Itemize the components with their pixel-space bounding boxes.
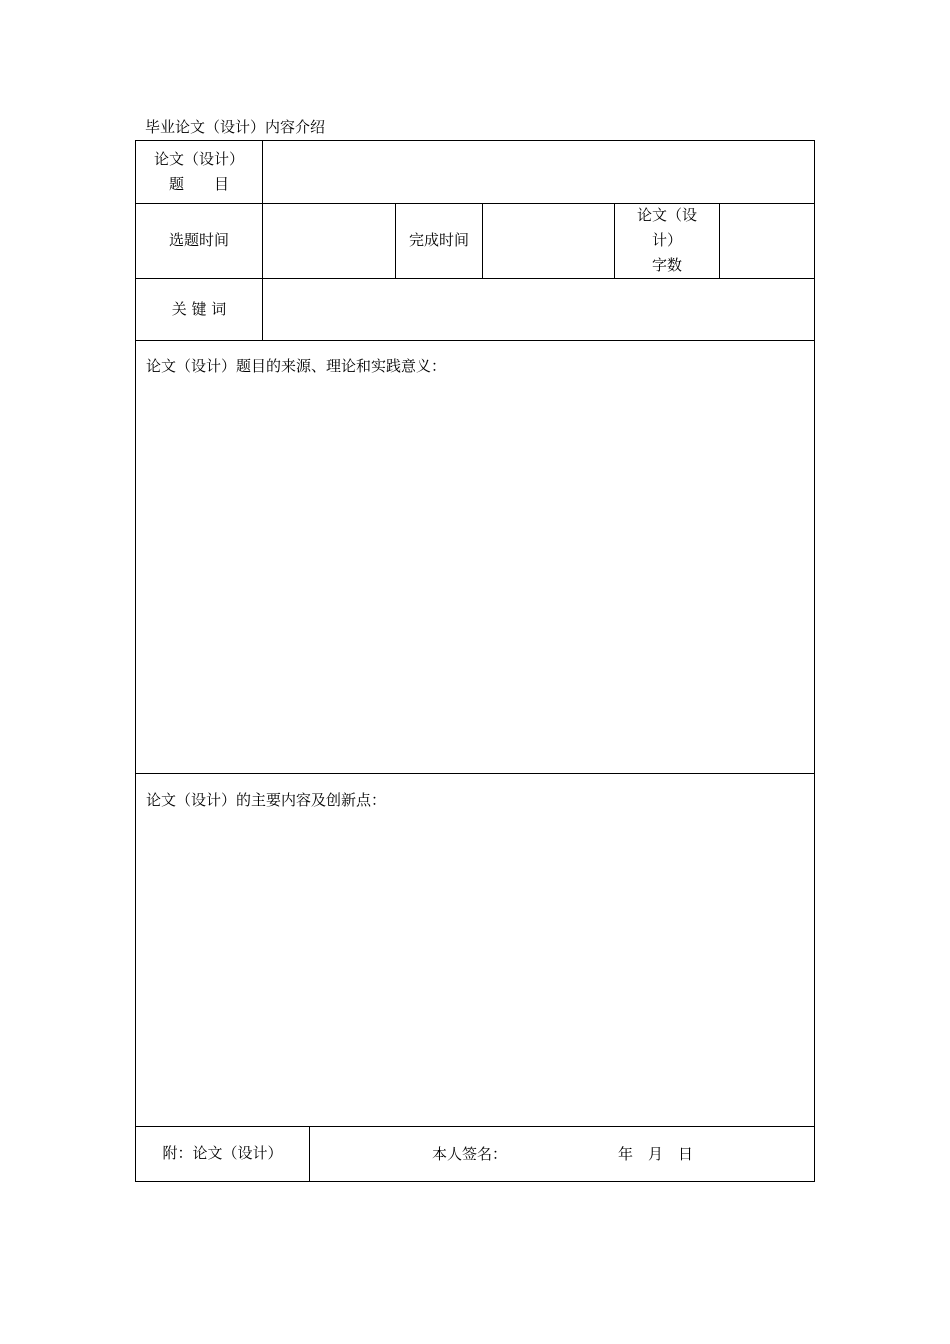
date-year-label: 年 bbox=[618, 1145, 634, 1163]
word-count-input-cell[interactable] bbox=[720, 203, 814, 278]
significance-prompt: 论文（设计）题目的来源、理论和实践意义： bbox=[146, 357, 447, 375]
col-divider-footer bbox=[309, 1126, 310, 1181]
row-divider-significance bbox=[136, 773, 814, 774]
signature-label: 本人签名： bbox=[432, 1145, 508, 1163]
date-day-label: 日 bbox=[678, 1145, 694, 1163]
appendix-label-cell bbox=[136, 1126, 309, 1181]
row-divider-keywords bbox=[136, 340, 814, 341]
appendix-label: 附：论文（设计） bbox=[162, 1144, 283, 1162]
keywords-label: 关 键 词 bbox=[171, 299, 227, 318]
select-time-input-cell[interactable] bbox=[263, 203, 395, 278]
complete-time-label-cell bbox=[396, 203, 482, 278]
main-content-input-area[interactable] bbox=[136, 816, 814, 1124]
topic-label-line1: 论文（设计） bbox=[153, 150, 244, 168]
word-count-label-line3: 字数 bbox=[651, 256, 682, 274]
topic-label-cell bbox=[136, 141, 262, 203]
word-count-label-line2: 计） bbox=[651, 231, 682, 249]
significance-input-area[interactable] bbox=[136, 381, 814, 771]
complete-time-label: 完成时间 bbox=[408, 231, 469, 249]
content-intro-form bbox=[135, 140, 815, 1182]
select-time-label-cell bbox=[136, 203, 262, 278]
topic-label-line2: 题 目 bbox=[168, 175, 229, 193]
keywords-input-cell[interactable] bbox=[263, 278, 814, 340]
word-count-label-line1: 论文（设 bbox=[636, 206, 697, 224]
word-count-label-cell bbox=[615, 203, 719, 278]
keywords-label-cell bbox=[136, 278, 262, 340]
topic-input-cell[interactable] bbox=[263, 141, 814, 203]
complete-time-input-cell[interactable] bbox=[483, 203, 614, 278]
main-content-prompt: 论文（设计）的主要内容及创新点： bbox=[146, 791, 387, 809]
signature-field[interactable] bbox=[511, 1144, 611, 1164]
date-month-label: 月 bbox=[648, 1145, 664, 1163]
document-title: 毕业论文（设计）内容介绍 bbox=[145, 118, 326, 136]
select-time-label: 选题时间 bbox=[168, 231, 229, 249]
